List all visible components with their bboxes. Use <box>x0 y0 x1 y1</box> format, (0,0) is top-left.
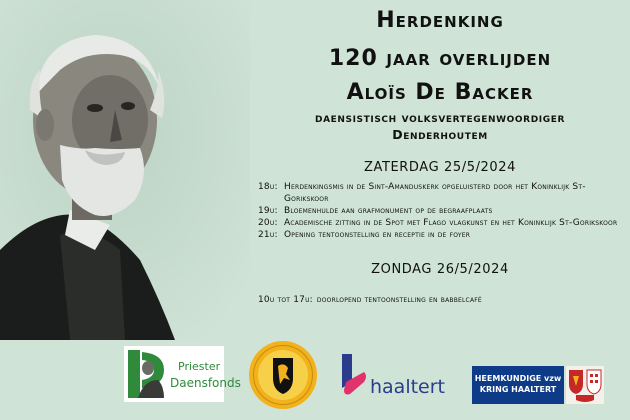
title-line-1: Herdenking <box>376 8 504 33</box>
event-list-sunday <box>258 294 630 306</box>
event-time: 18u: <box>258 182 278 192</box>
portrait-image <box>0 0 250 340</box>
heemkundige-line-1: HEEMKUNDIGE vzw <box>474 374 562 383</box>
event-time: 20u: <box>258 218 278 228</box>
heemkundige-line-2: KRING HAALTERT <box>479 385 557 394</box>
haaltert-mark-icon <box>336 352 370 402</box>
event-time: 19u: <box>258 206 278 216</box>
priester-daensfonds-logo <box>124 346 241 402</box>
day-heading-saturday: ZATERDAG 25/5/2024 <box>363 160 517 175</box>
event-text: Herdenkingsmis in de Sint-Amanduskerk opgeluisterd door het Koninklijk St-Gorikskoor <box>284 182 586 204</box>
heemkundige-banner <box>472 366 564 404</box>
event-item <box>258 205 630 217</box>
daensfonds-label: Daensfonds <box>170 376 241 390</box>
priester-label: Priester <box>178 360 221 373</box>
event-text: Bloemenhulde aan grafmonument op de begraafplaats <box>284 206 493 216</box>
portrait-mark-icon <box>124 346 168 402</box>
event-item <box>258 181 630 205</box>
event-text: Academische zitting in de Spot met Flago vlagkunst en het Koninklijk St-Gorikskoor <box>284 218 618 228</box>
day-heading-sunday: ZONDAG 26/5/2024 <box>371 262 509 277</box>
coat-of-arms-icon <box>566 366 604 404</box>
haaltert-logo <box>336 352 446 402</box>
event-item <box>258 294 630 306</box>
subtitle-line-1: daensistisch volksvertegenwoordiger <box>315 110 565 125</box>
event-time: 21u: <box>258 230 278 240</box>
event-text: Opening tentoonstelling en receptie in de foyer <box>284 230 471 240</box>
vlaamse-kring-logo <box>248 340 318 410</box>
title-line-2: 120 jaar overlijden <box>328 46 552 71</box>
haaltert-wordmark: haaltert <box>370 376 446 398</box>
event-item <box>258 229 630 241</box>
event-item <box>258 217 630 229</box>
event-list-saturday <box>258 181 630 241</box>
heemkundige-kring-logo <box>472 366 604 404</box>
event-text: doorlopend tentoonstelling en babbelcafé <box>316 295 482 305</box>
event-time: 10u tot 17u: <box>258 295 313 305</box>
title-line-3: Aloïs De Backer <box>346 80 534 105</box>
subtitle-line-2: Denderhoutem <box>392 127 488 142</box>
